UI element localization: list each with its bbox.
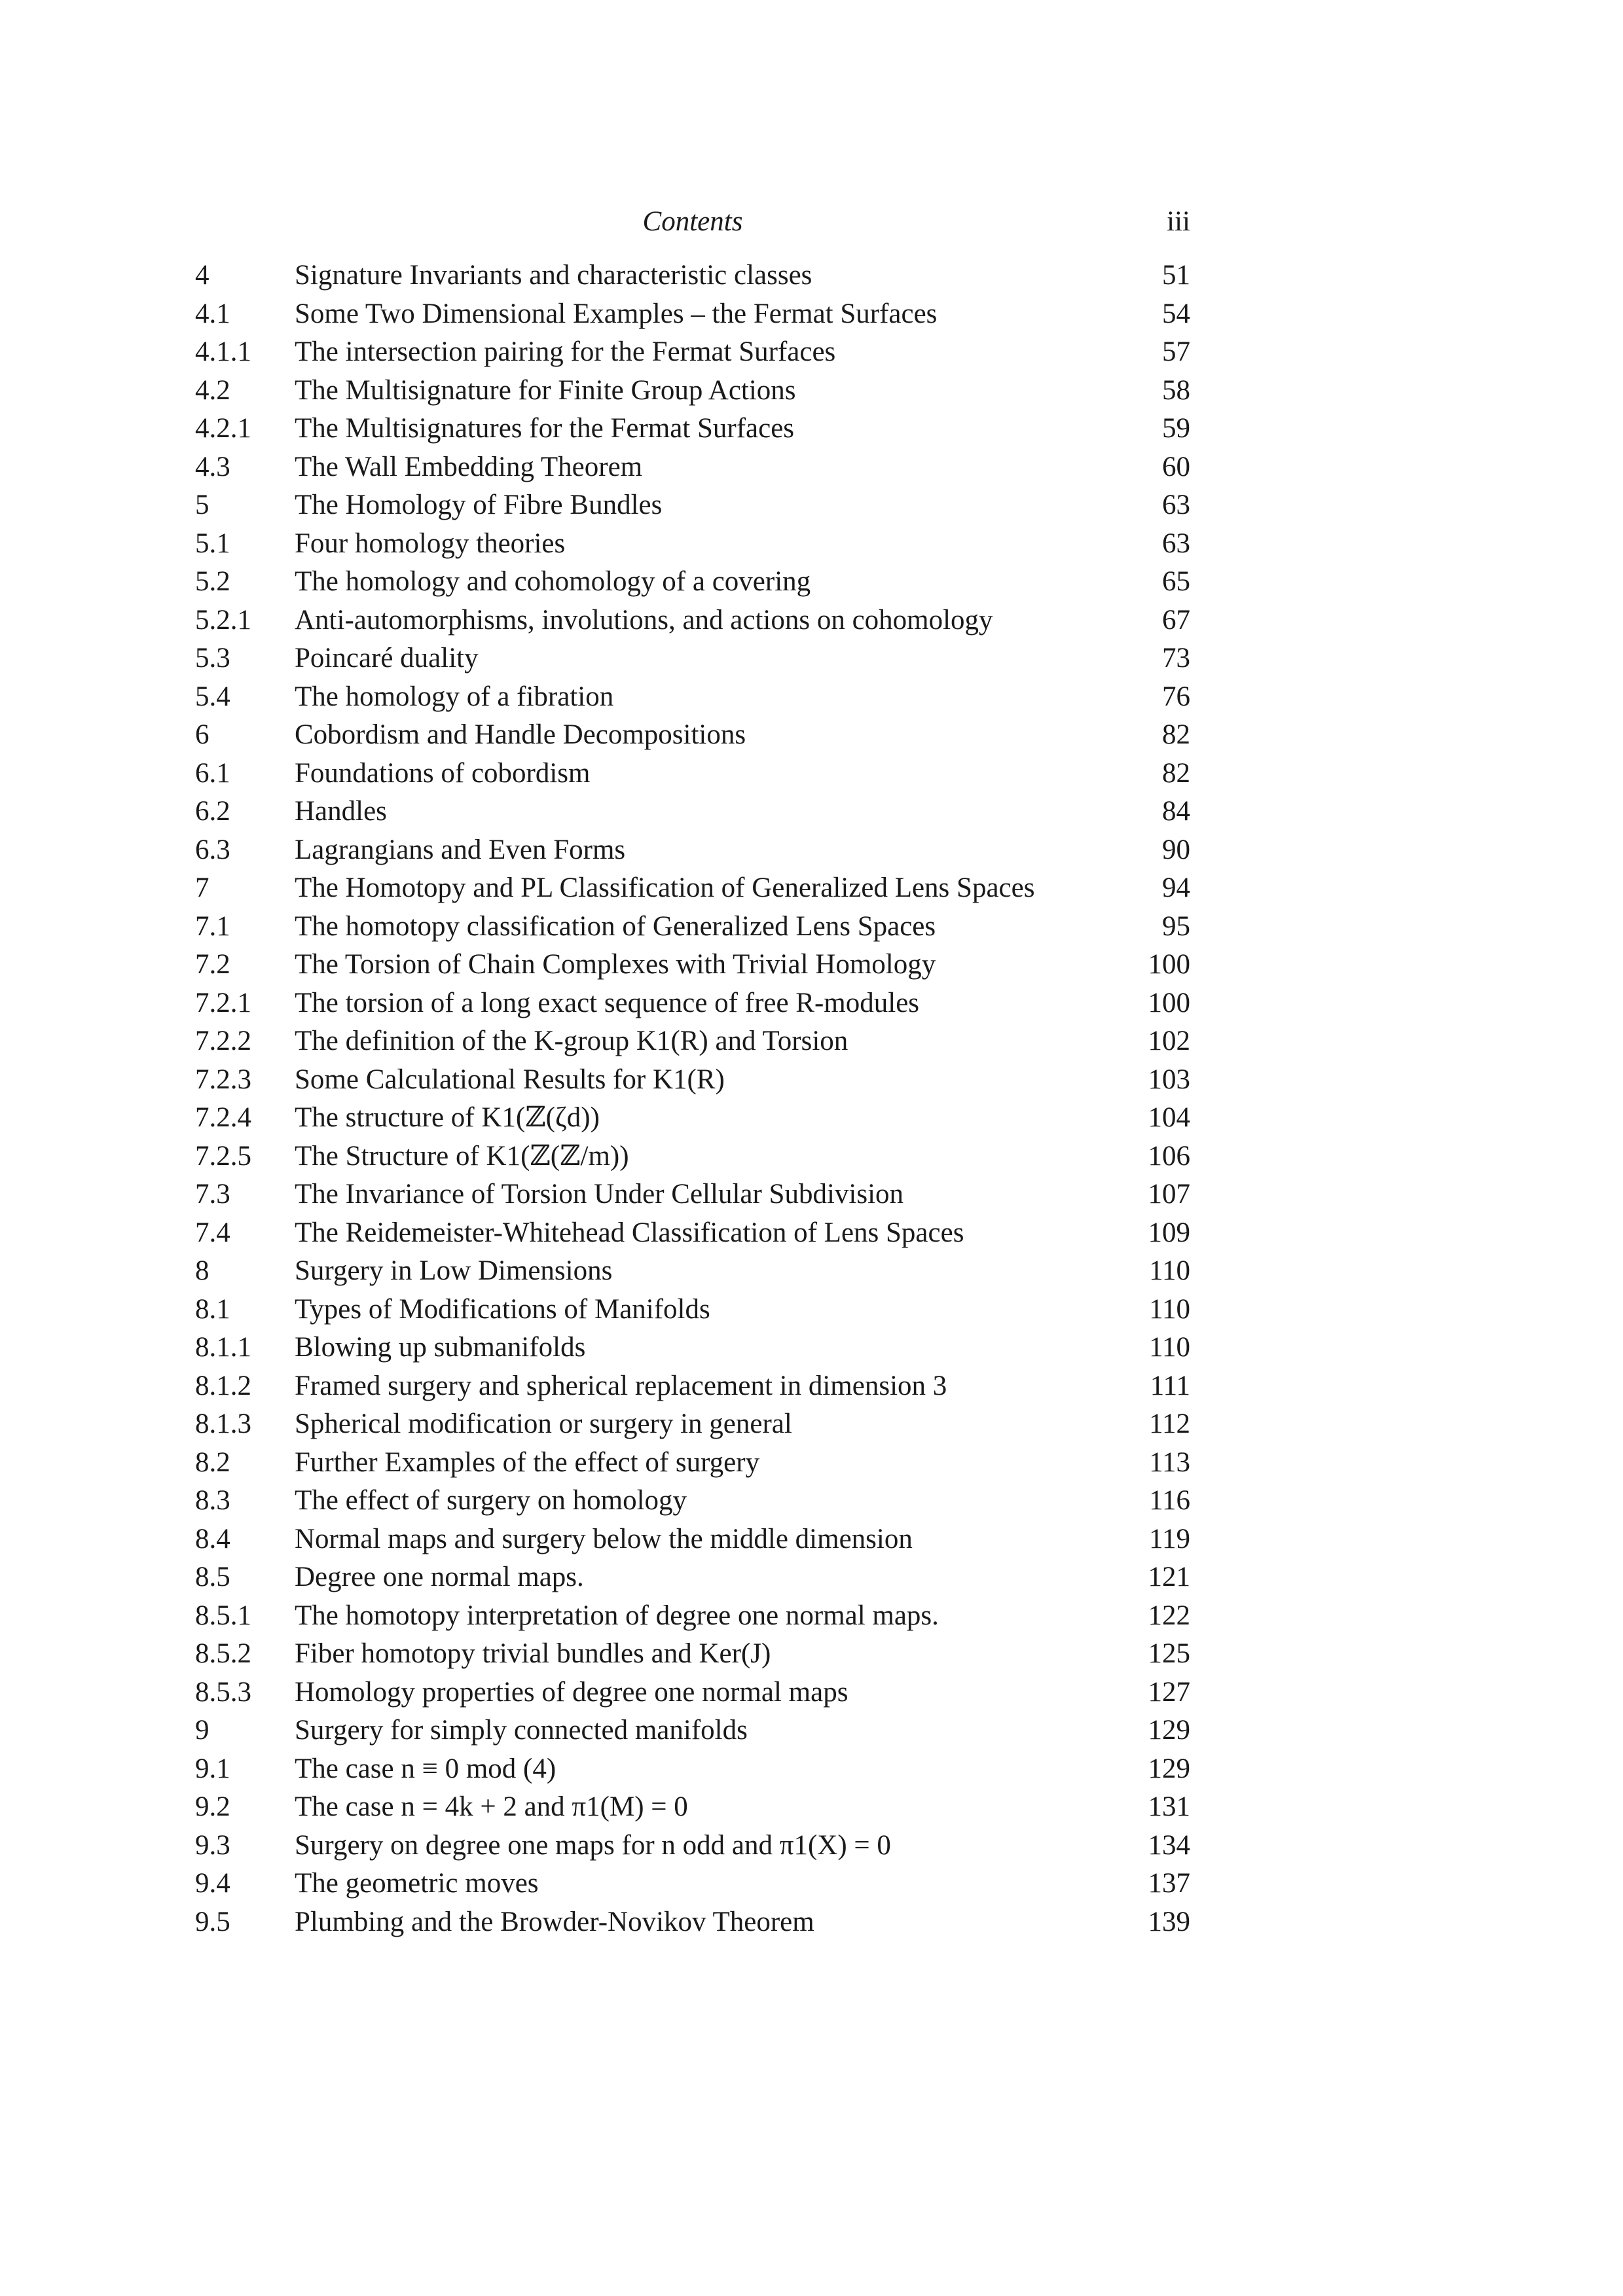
- toc-entry-number: 9.4: [195, 1868, 230, 1899]
- toc-entry-title: Four homology theories: [295, 528, 566, 559]
- toc-entry-page: 106: [1148, 1140, 1190, 1172]
- toc-entry-page: 134: [1148, 1829, 1190, 1861]
- toc-entry-page: 131: [1148, 1791, 1190, 1822]
- toc-entry-number: 5.2.1: [195, 604, 251, 636]
- toc-entry-page: 84: [1162, 796, 1190, 827]
- toc-entry-title: Surgery in Low Dimensions: [295, 1255, 613, 1286]
- toc-entry-number: 8.5.1: [195, 1600, 251, 1631]
- toc-entry-page: 111: [1150, 1370, 1190, 1401]
- toc-entry-title: The Multisignature for Finite Group Actions: [295, 374, 796, 406]
- toc-entry-title: The homotopy interpretation of degree one normal maps.: [295, 1600, 939, 1631]
- toc-entry-number: 7.2: [195, 949, 230, 980]
- toc-entry: [195, 486, 1190, 525]
- toc-entry-title: Further Examples of the effect of surgery: [295, 1446, 760, 1478]
- toc-entry: [195, 1865, 1190, 1903]
- toc-entry-title: Surgery for simply connected manifolds: [295, 1715, 748, 1746]
- toc-entry-title: The Reidemeister-Whitehead Classification of Lens Spaces: [295, 1217, 964, 1248]
- toc-entry: [195, 1444, 1190, 1482]
- toc-entry-page: 95: [1162, 910, 1190, 942]
- toc-entry-page: 125: [1148, 1638, 1190, 1669]
- toc-entry-number: 5.1: [195, 528, 230, 559]
- toc-entry-number: 7: [195, 872, 210, 903]
- toc-entry-number: 4.2.1: [195, 413, 251, 444]
- toc-entry-number: 8.4: [195, 1523, 230, 1554]
- toc-entry: [195, 1252, 1190, 1291]
- toc-entry-page: 109: [1148, 1217, 1190, 1248]
- toc-entry-page: 137: [1148, 1868, 1190, 1899]
- toc-entry-title: Some Calculational Results for K1(R): [295, 1064, 725, 1095]
- toc-entry: [195, 1674, 1190, 1712]
- toc-entry-number: 8.2: [195, 1446, 230, 1478]
- toc-entry-number: 7.1: [195, 910, 230, 942]
- toc-entry: [195, 716, 1190, 755]
- toc-entry-page: 100: [1148, 949, 1190, 980]
- toc-entry-page: 119: [1149, 1523, 1190, 1554]
- toc-entry: [195, 639, 1190, 678]
- toc-entry-title: Signature Invariants and characteristic classes: [295, 260, 812, 291]
- toc-entry: [195, 1903, 1190, 1942]
- toc-entry-title: The Wall Embedding Theorem: [295, 451, 643, 482]
- toc-entry-number: 9: [195, 1715, 210, 1746]
- toc-entry-number: 7.2.2: [195, 1026, 251, 1056]
- toc-entry: [195, 831, 1190, 870]
- toc-entry-page: 102: [1148, 1026, 1190, 1056]
- toc-entry-title: The case n = 4k + 2 and π1(M) = 0: [295, 1791, 688, 1822]
- toc-entry-number: 8.5: [195, 1562, 230, 1592]
- toc-entry-title: The intersection pairing for the Fermat Surfaces: [295, 336, 836, 367]
- toc-entry-number: 7.2.5: [195, 1140, 251, 1172]
- toc-entry-page: 51: [1162, 260, 1190, 291]
- toc-entry-number: 7.3: [195, 1179, 230, 1210]
- toc-entry: [195, 1712, 1190, 1750]
- toc-entry: [195, 295, 1190, 334]
- toc-entry-title: Spherical modification or surgery in general: [295, 1408, 792, 1439]
- toc-entry-number: 4.1: [195, 298, 230, 329]
- toc-entry-number: 8.1.2: [195, 1370, 251, 1401]
- toc-entry-title: The homotopy classification of Generalized Lens Spaces: [295, 910, 936, 942]
- toc-entry-number: 9.3: [195, 1829, 230, 1861]
- toc-entry: [195, 793, 1190, 831]
- toc-entry-title: The homology and cohomology of a covering: [295, 566, 811, 597]
- toc-entry: [195, 1788, 1190, 1827]
- toc-entry: [195, 372, 1190, 410]
- toc-entry-title: The structure of K1(ℤ(ζd)): [295, 1102, 600, 1133]
- toc-entry: [195, 1558, 1190, 1597]
- toc-entry: [195, 601, 1190, 640]
- toc-entry-page: 127: [1148, 1676, 1190, 1708]
- toc-entry-title: Some Two Dimensional Examples – the Fermat Surfaces: [295, 298, 938, 329]
- toc-entry: [195, 448, 1190, 487]
- toc-entry-page: 110: [1149, 1293, 1190, 1325]
- toc-entry-page: 129: [1148, 1753, 1190, 1784]
- toc-entry-number: 8.5.2: [195, 1638, 251, 1669]
- toc-entry-title: The Homotopy and PL Classification of Generalized Lens Spaces: [295, 872, 1035, 903]
- toc-entry-page: 60: [1162, 451, 1190, 482]
- toc-entry: [195, 755, 1190, 793]
- toc-entry-title: The Structure of K1(ℤ(ℤ/m)): [295, 1140, 629, 1172]
- toc-entry-number: 8.1.3: [195, 1408, 251, 1439]
- toc-entry: [195, 1750, 1190, 1789]
- toc-entry-title: Degree one normal maps.: [295, 1562, 584, 1592]
- toc-entry-page: 139: [1148, 1906, 1190, 1937]
- toc-entry-page: 58: [1162, 374, 1190, 406]
- toc-entry-page: 73: [1162, 643, 1190, 673]
- toc-entry: [195, 1291, 1190, 1329]
- toc-entry-number: 8.5.3: [195, 1676, 251, 1708]
- toc-entry-number: 7.2.3: [195, 1064, 251, 1095]
- toc-entry: [195, 1099, 1190, 1138]
- toc-entry-number: 7.2.1: [195, 987, 251, 1018]
- toc-entry-number: 5.3: [195, 643, 230, 673]
- toc-entry-page: 63: [1162, 490, 1190, 520]
- toc-entry-number: 5.2: [195, 566, 230, 597]
- toc-entry-page: 82: [1162, 719, 1190, 750]
- toc-entry: [195, 1061, 1190, 1100]
- toc-entry: [195, 1635, 1190, 1674]
- toc-entry-title: Foundations of cobordism: [295, 757, 591, 789]
- table-of-contents: [195, 257, 1190, 1941]
- toc-entry-page: 67: [1162, 604, 1190, 636]
- toc-entry-title: Normal maps and surgery below the middle dimension: [295, 1523, 913, 1554]
- toc-entry: [195, 410, 1190, 448]
- toc-entry-number: 6: [195, 719, 210, 750]
- toc-entry-number: 6.1: [195, 757, 230, 789]
- toc-entry-title: Plumbing and the Browder-Novikov Theorem: [295, 1906, 814, 1937]
- toc-entry: [195, 1597, 1190, 1636]
- toc-entry-number: 8: [195, 1255, 210, 1286]
- toc-entry-number: 8.3: [195, 1485, 230, 1516]
- toc-entry-title: Surgery on degree one maps for n odd and π1(X) = 0: [295, 1829, 891, 1861]
- page-number: iii: [1167, 206, 1190, 237]
- toc-entry-title: The torsion of a long exact sequence of free R-modules: [295, 987, 920, 1018]
- toc-entry-title: The homology of a fibration: [295, 681, 614, 712]
- toc-entry-number: 6.3: [195, 834, 230, 865]
- toc-entry: [195, 1482, 1190, 1520]
- toc-entry-title: The Multisignatures for the Fermat Surfaces: [295, 413, 795, 444]
- toc-entry-title: The Homology of Fibre Bundles: [295, 490, 663, 520]
- toc-entry-title: The case n ≡ 0 mod (4): [295, 1753, 556, 1784]
- toc-entry-number: 4.3: [195, 451, 230, 482]
- toc-entry: [195, 1138, 1190, 1176]
- toc-entry-number: 7.2.4: [195, 1102, 251, 1133]
- toc-entry-number: 9.5: [195, 1906, 230, 1937]
- toc-entry-page: 112: [1149, 1408, 1190, 1439]
- toc-entry: [195, 1214, 1190, 1253]
- toc-entry-page: 107: [1148, 1179, 1190, 1210]
- toc-entry-page: 65: [1162, 566, 1190, 597]
- toc-entry: [195, 946, 1190, 984]
- toc-entry-page: 129: [1148, 1715, 1190, 1746]
- toc-entry: [195, 1329, 1190, 1367]
- toc-entry-title: The definition of the K-group K1(R) and Torsion: [295, 1026, 848, 1056]
- toc-entry-page: 57: [1162, 336, 1190, 367]
- toc-entry-page: 122: [1148, 1600, 1190, 1631]
- page-header: [195, 199, 1190, 245]
- toc-entry: [195, 1367, 1190, 1406]
- running-title: Contents: [642, 206, 743, 237]
- toc-entry-number: 9.1: [195, 1753, 230, 1784]
- toc-entry: [195, 1022, 1190, 1061]
- toc-entry: [195, 678, 1190, 717]
- toc-entry-title: Poincaré duality: [295, 643, 479, 673]
- toc-entry-page: 100: [1148, 987, 1190, 1018]
- toc-entry-page: 82: [1162, 757, 1190, 789]
- toc-entry-number: 4.1.1: [195, 336, 251, 367]
- toc-entry-title: Types of Modifications of Manifolds: [295, 1293, 710, 1325]
- toc-entry-page: 116: [1149, 1485, 1190, 1516]
- toc-entry: [195, 333, 1190, 372]
- toc-entry-number: 8.1.1: [195, 1332, 251, 1363]
- toc-entry: [195, 1520, 1190, 1559]
- toc-entry: [195, 1175, 1190, 1214]
- toc-entry-title: The geometric moves: [295, 1868, 539, 1899]
- toc-entry-page: 63: [1162, 528, 1190, 559]
- toc-entry-number: 5.4: [195, 681, 230, 712]
- toc-entry-page: 113: [1149, 1446, 1190, 1478]
- toc-entry-number: 6.2: [195, 796, 230, 827]
- toc-entry-number: 7.4: [195, 1217, 230, 1248]
- toc-entry-page: 104: [1148, 1102, 1190, 1133]
- toc-entry-title: Framed surgery and spherical replacement in dimension 3: [295, 1370, 947, 1401]
- toc-entry-page: 76: [1162, 681, 1190, 712]
- toc-entry-title: Fiber homotopy trivial bundles and Ker(J): [295, 1638, 771, 1669]
- toc-entry-page: 103: [1148, 1064, 1190, 1095]
- toc-entry-page: 59: [1162, 413, 1190, 444]
- toc-entry-number: 5: [195, 490, 210, 520]
- toc-entry: [195, 525, 1190, 564]
- toc-entry-number: 4.2: [195, 374, 230, 406]
- toc-entry: [195, 1405, 1190, 1444]
- toc-entry-page: 110: [1149, 1332, 1190, 1363]
- toc-entry-title: Handles: [295, 796, 387, 827]
- toc-entry-title: The Torsion of Chain Complexes with Trivial Homology: [295, 949, 936, 980]
- toc-entry-number: 9.2: [195, 1791, 230, 1822]
- toc-entry-number: 8.1: [195, 1293, 230, 1325]
- toc-entry: [195, 869, 1190, 908]
- toc-entry-page: 121: [1148, 1562, 1190, 1592]
- toc-entry-title: Anti-automorphisms, involutions, and actions on cohomology: [295, 604, 993, 636]
- toc-entry: [195, 563, 1190, 601]
- toc-entry-title: The Invariance of Torsion Under Cellular Subdivision: [295, 1179, 904, 1210]
- toc-entry: [195, 984, 1190, 1023]
- toc-entry-page: 110: [1149, 1255, 1190, 1286]
- toc-entry: [195, 908, 1190, 946]
- toc-entry-page: 90: [1162, 834, 1190, 865]
- toc-entry: [195, 1827, 1190, 1865]
- toc-entry-title: Blowing up submanifolds: [295, 1332, 586, 1363]
- toc-entry-number: 4: [195, 260, 210, 291]
- toc-entry-page: 54: [1162, 298, 1190, 329]
- toc-entry-title: Homology properties of degree one normal maps: [295, 1676, 848, 1708]
- toc-entry: [195, 257, 1190, 295]
- toc-entry-title: The effect of surgery on homology: [295, 1485, 687, 1516]
- toc-entry-title: Lagrangians and Even Forms: [295, 834, 626, 865]
- toc-entry-page: 94: [1162, 872, 1190, 903]
- toc-entry-title: Cobordism and Handle Decompositions: [295, 719, 746, 750]
